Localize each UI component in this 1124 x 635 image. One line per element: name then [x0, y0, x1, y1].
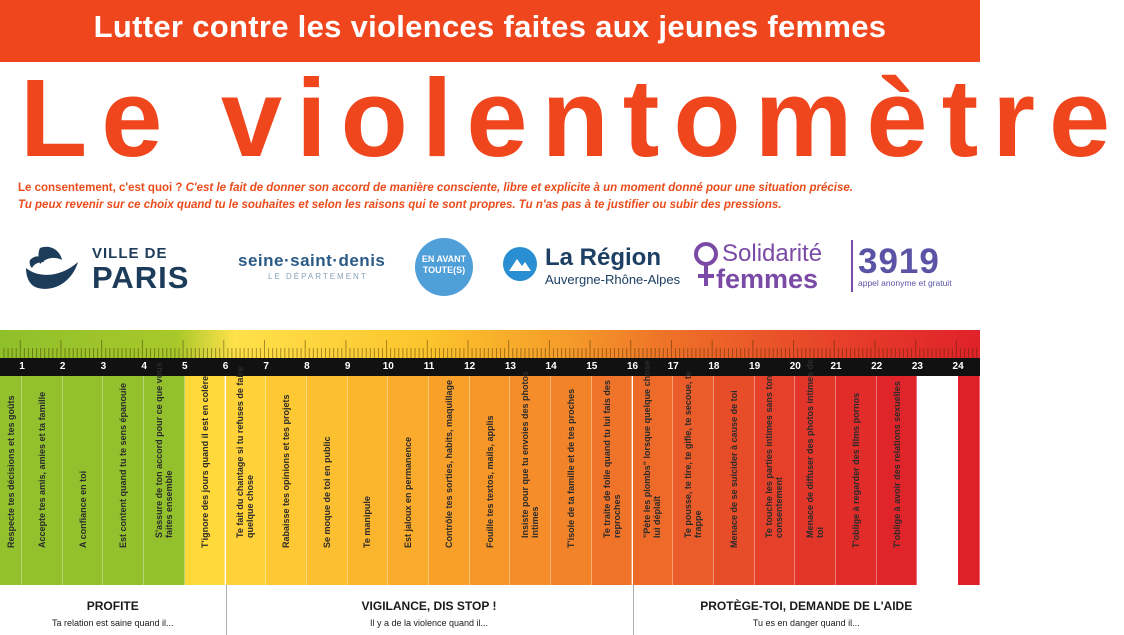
intro-text	[18, 180, 968, 214]
intro-line-1-rest: C'est le fait de donner son accord de manière consciente, libre et explicite à un moment donné pour une situation précise.	[182, 182, 853, 194]
ruler-number: 3	[100, 361, 107, 372]
paris-logo-small: VILLE DE	[92, 245, 168, 262]
ruler-item-text: T'oblige à regarder des films pornos	[850, 392, 861, 548]
ruler-number: 7	[263, 361, 269, 372]
zone-subtitle: Tu es en danger quand il...	[752, 618, 860, 628]
paris-ship-icon	[20, 238, 84, 294]
zone-title: PROTÈGE-TOI, DEMANDE DE L'AIDE	[700, 599, 913, 613]
ruler-number: 16	[626, 361, 639, 372]
ruler-number: 10	[382, 361, 394, 372]
ruler-item	[185, 376, 226, 586]
ruler-number: 19	[749, 361, 761, 372]
helpline-caption: appel anonyme et gratuit	[858, 278, 952, 288]
ruler-item	[551, 376, 592, 586]
ruler-number: 21	[830, 361, 842, 372]
ruler-item	[877, 376, 918, 586]
ruler-number: 15	[586, 361, 598, 372]
page-title: Le violentomètre	[20, 57, 1124, 180]
zone-separator	[633, 585, 634, 635]
banner-title: Lutter contre les violences faites aux jeunes femmes	[93, 9, 887, 44]
ruler-item-text: Te manipule	[362, 496, 373, 548]
solidarite-logo-top: Solidarité	[722, 240, 823, 267]
ruler-number: 18	[708, 361, 720, 372]
ruler-item-text: Menace de diffuser des photos intimes de toi	[805, 358, 826, 538]
ruler-item-text: Te touche les parties intimes sans ton consentement	[764, 375, 785, 538]
ruler-number: 8	[304, 361, 310, 372]
ruler-item	[348, 376, 389, 586]
ruler-number: 22	[871, 361, 883, 372]
ruler-number: 14	[545, 361, 557, 372]
seine-saint-denis-subtitle: LE DÉPARTEMENT	[268, 272, 368, 281]
top-banner	[0, 0, 980, 62]
logo-divider	[851, 240, 853, 292]
ruler-number: 17	[667, 361, 679, 372]
violentometre-ruler	[0, 330, 980, 585]
ruler-item	[592, 376, 633, 586]
zone-separator	[226, 585, 227, 635]
ruler-number: 20	[789, 361, 801, 372]
ruler-tick-strip	[0, 330, 980, 358]
ruler-item-text: A confiance en toi	[77, 470, 88, 548]
ruler-item	[673, 371, 714, 586]
ruler-tail	[958, 376, 980, 586]
ruler-item-text: Rabaisse tes opinions et tes projets	[281, 394, 292, 548]
ruler-item-text: "Pète les plombs" lorsque quelque chose lui déplaît	[642, 360, 663, 538]
ruler-item	[0, 376, 22, 586]
ruler-item-text: Respecte tes décisions et tes goûts	[5, 395, 16, 548]
en-avant-toutes-logo: EN AVANT TOUTE(S)	[415, 238, 473, 296]
ruler-number: 12	[464, 361, 476, 372]
ruler-item-text: Fouille tes textos, mails, applis	[484, 415, 495, 548]
ruler-item	[470, 376, 511, 586]
ruler-item-text: T'oblige à avoir des relations sexuelles	[891, 381, 902, 548]
ruler-item	[388, 376, 429, 586]
seine-saint-denis-logo: seine·saint·denis	[238, 251, 386, 270]
ruler-number: 24	[952, 361, 964, 372]
intro-line-2: Tu peux revenir sur ce choix quand tu le souhaites et selon les raisons qui te sont propres. Tu n'as pas à te justifier ou subir des pressions.	[18, 199, 782, 211]
zone-label	[633, 585, 981, 635]
paris-logo-text: PARIS	[92, 260, 190, 295]
zone-title: VIGILANCE, DIS STOP !	[361, 599, 497, 613]
ruler-number: 1	[19, 361, 25, 372]
ruler-item-text: Se moque de toi en public	[321, 436, 332, 548]
ruler-item-text: Te pousse, te tire, te gifle, te secoue, te frappe	[683, 371, 704, 538]
intro-line-1	[18, 180, 968, 197]
solidarite-logo-bottom: femmes	[716, 264, 819, 294]
ruler-number: 9	[344, 361, 351, 372]
ruler-item-text: Te fait du chantage si tu refuses de faire quelque chose	[235, 366, 256, 538]
intro-lead: Le consentement, c'est quoi ?	[18, 182, 183, 194]
zone-labels	[0, 585, 980, 635]
ruler-item-text: Accepte tes amis, amies et ta famille	[36, 391, 47, 548]
ruler-item	[429, 376, 470, 586]
ruler-number: 5	[182, 361, 188, 372]
ruler-number: 11	[423, 361, 435, 372]
ruler-item-text: Insiste pour que tu envoies des photos intimes	[520, 370, 541, 538]
partner-logos	[0, 230, 980, 302]
region-logo-subtitle: Auvergne-Rhône-Alpes	[545, 272, 681, 287]
helpline-number: 3919	[858, 242, 940, 281]
ruler-item	[755, 376, 796, 586]
ruler-item	[714, 376, 755, 586]
ruler-item	[510, 370, 551, 586]
ruler-item	[266, 376, 307, 586]
zone-title: PROFITE	[86, 599, 139, 613]
ruler-item	[103, 376, 144, 586]
ruler-item	[226, 366, 267, 586]
ruler-number: 2	[59, 361, 66, 372]
ruler-number: 6	[222, 361, 229, 372]
ruler-item-text: Contrôle tes sorties, habits, maquillage	[443, 379, 454, 548]
zone-label	[0, 585, 226, 635]
ruler-item-text: Menace de se suicider à cause de toi	[728, 390, 739, 548]
region-logo-title: La Région	[545, 244, 662, 271]
ruler-ticks	[0, 330, 980, 358]
ruler-item-text: S'assure de ton accord pour ce que vous faites ensemble	[153, 362, 174, 538]
ruler-number: 23	[911, 361, 923, 372]
zone-subtitle: Ta relation est saine quand il...	[51, 618, 174, 628]
ruler-item	[144, 362, 185, 586]
zone-label	[226, 585, 633, 635]
region-logo-icon	[502, 246, 538, 282]
ruler-item-text: Est content quand tu te sens épanouie	[118, 382, 129, 548]
ruler-item-text: Te traite de folle quand tu lui fais des reproches	[601, 380, 622, 538]
zone-subtitle: Il y a de la violence quand il...	[369, 618, 489, 628]
ruler-number: 4	[141, 361, 147, 372]
ruler-item	[22, 376, 63, 586]
ruler-number: 13	[504, 361, 516, 372]
ruler-item-text: T'ignore des jours quand il est en colère	[199, 375, 210, 548]
ruler-item	[836, 376, 877, 586]
ruler-item	[63, 376, 104, 586]
ruler-item-text: T'isole de ta famille et de tes proches	[565, 388, 576, 548]
ruler-item	[307, 376, 348, 586]
ruler-item-text: Est jaloux en permanence	[403, 436, 414, 548]
